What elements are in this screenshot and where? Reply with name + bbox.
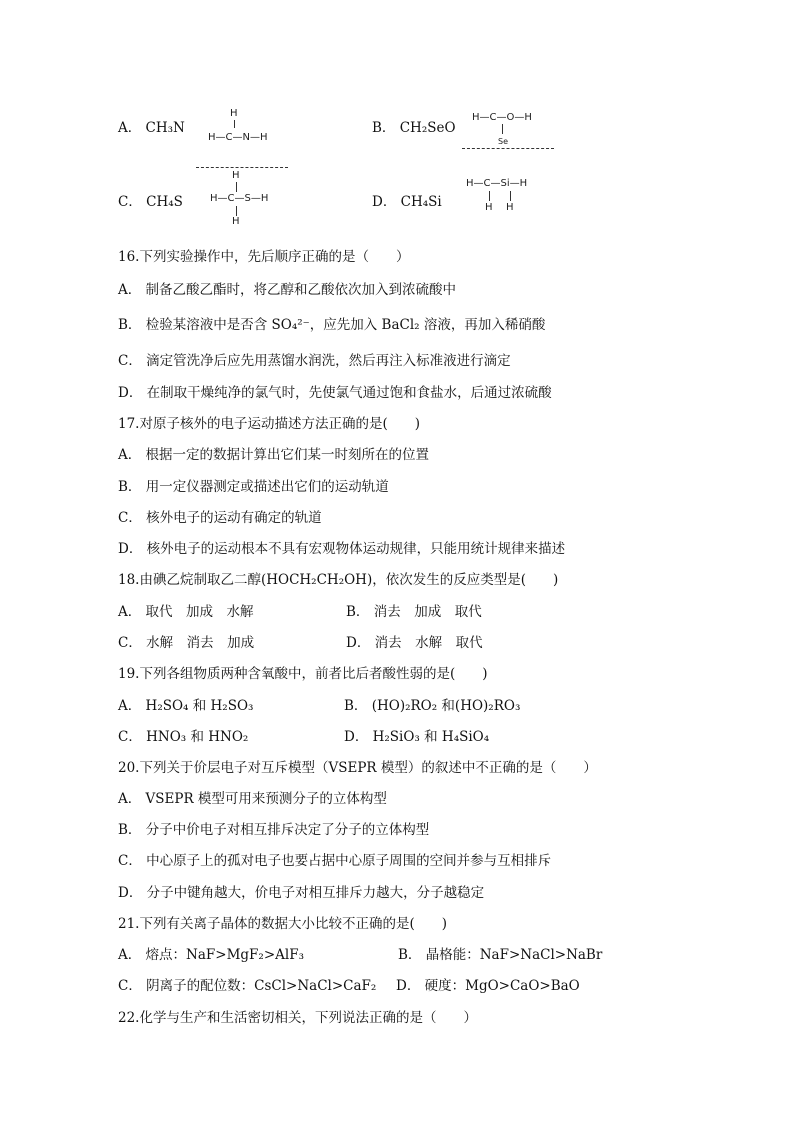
q19-option-d: D． H₂SiO₃ 和 H₄SiO₄ [344,729,490,745]
q19-option-a: A． H₂SO₄ 和 H₂SO₃ [118,698,254,714]
q17-option-b: B． 用一定仪器测定或描述出它们的运动轨道 [118,479,389,495]
q18-option-b: B． 消去 加成 取代 [346,604,482,620]
q15-a-structure: H H—C—N—H [208,108,268,143]
q16-option-c: C． 滴定管洗净后应先用蒸馏水润洗，然后再注入标准液进行滴定 [118,353,511,369]
q18-option-a: A． 取代 加成 水解 [118,604,254,620]
q17-option-c: C． 核外电子的运动有确定的轨道 [118,510,322,526]
q16-option-d: D． 在制取干燥纯净的氯气时，先使氯气通过饱和食盐水，后通过浓硫酸 [118,385,552,401]
q15-option-d: D． CH₄Si [372,194,442,210]
q21-option-b: B． 晶格能：NaF>NaCl>NaBr [398,947,603,963]
q15-d-formula: CH₄Si [400,194,442,210]
q15-b-structure: H—C—O—H Se [472,112,532,146]
q21-stem: 21.下列有关离子晶体的数据大小比较不正确的是( ) [118,916,448,932]
q18-stem: 18.由碘乙烷制取乙二醇(HOCH₂CH₂OH)，依次发生的反应类型是( ) [118,572,559,588]
q20-option-d: D． 分子中键角越大，价电子对相互排斥力越大，分子越稳定 [118,885,485,901]
q18-option-c: C． 水解 消去 加成 [118,635,255,651]
q21-option-d: D． 硬度：MgO>CaO>BaO [396,978,580,994]
q15-c-formula: CH₄S [146,194,183,210]
q15-d-structure: H—C—Si—H H H [466,178,528,213]
q15-b-dashed-line [462,148,554,149]
q15-option-b: B． CH₂SeO [372,120,456,136]
q15-c-dashed-line [196,167,288,168]
q15-option-c: C． CH₄S [118,194,183,210]
q15-c-structure: H H—C—S—H H [210,170,269,227]
q19-stem: 19.下列各组物质两种含氧酸中，前者比后者酸性弱的是( ) [118,666,488,682]
q21-option-c: C． 阴离子的配位数：CsCl>NaCl>CaF₂ [118,978,377,994]
q20-option-b: B． 分子中价电子对相互排斥决定了分子的立体构型 [118,822,430,838]
q19-option-c: C． HNO₃ 和 HNO₂ [118,729,249,745]
q20-stem: 20.下列关于价层电子对互斥模型（VSEPR 模型）的叙述中不正确的是（ ） [118,760,597,776]
q19-option-b: B． (HO)₂RO₂ 和(HO)₂RO₃ [344,698,521,714]
q15-option-a: A． CH₃N [118,120,185,136]
q16-option-a: A． 制备乙酸乙酯时，将乙醇和乙酸依次加入到浓硫酸中 [118,282,457,298]
q20-option-c: C． 中心原子上的孤对电子也要占据中心原子周围的空间并参与互相排斥 [118,853,552,869]
q20-option-a: A． VSEPR 模型可用来预测分子的立体构型 [118,791,387,807]
q21-option-a: A． 熔点：NaF>MgF₂>AlF₃ [118,947,304,963]
q15-b-formula: CH₂SeO [399,120,456,136]
q17-option-a: A． 根据一定的数据计算出它们某一时刻所在的位置 [118,447,430,463]
q16-option-b: B． 检验某溶液中是否含 SO₄²⁻，应先加入 BaCl₂ 溶液，再加入稀硝酸 [118,317,546,333]
q17-stem: 17.对原子核外的电子运动描述方法正确的是( ) [118,416,421,432]
q17-option-d: D． 核外电子的运动根本不具有宏观物体运动规律，只能用统计规律来描述 [118,541,566,557]
q18-option-d: D． 消去 水解 取代 [346,635,483,651]
q22-stem: 22.化学与生产和生活密切相关，下列说法正确的是（ ） [118,1010,477,1026]
q15-a-formula: CH₃N [145,120,185,136]
q16-stem: 16.下列实验操作中，先后顺序正确的是（ ） [118,249,410,265]
